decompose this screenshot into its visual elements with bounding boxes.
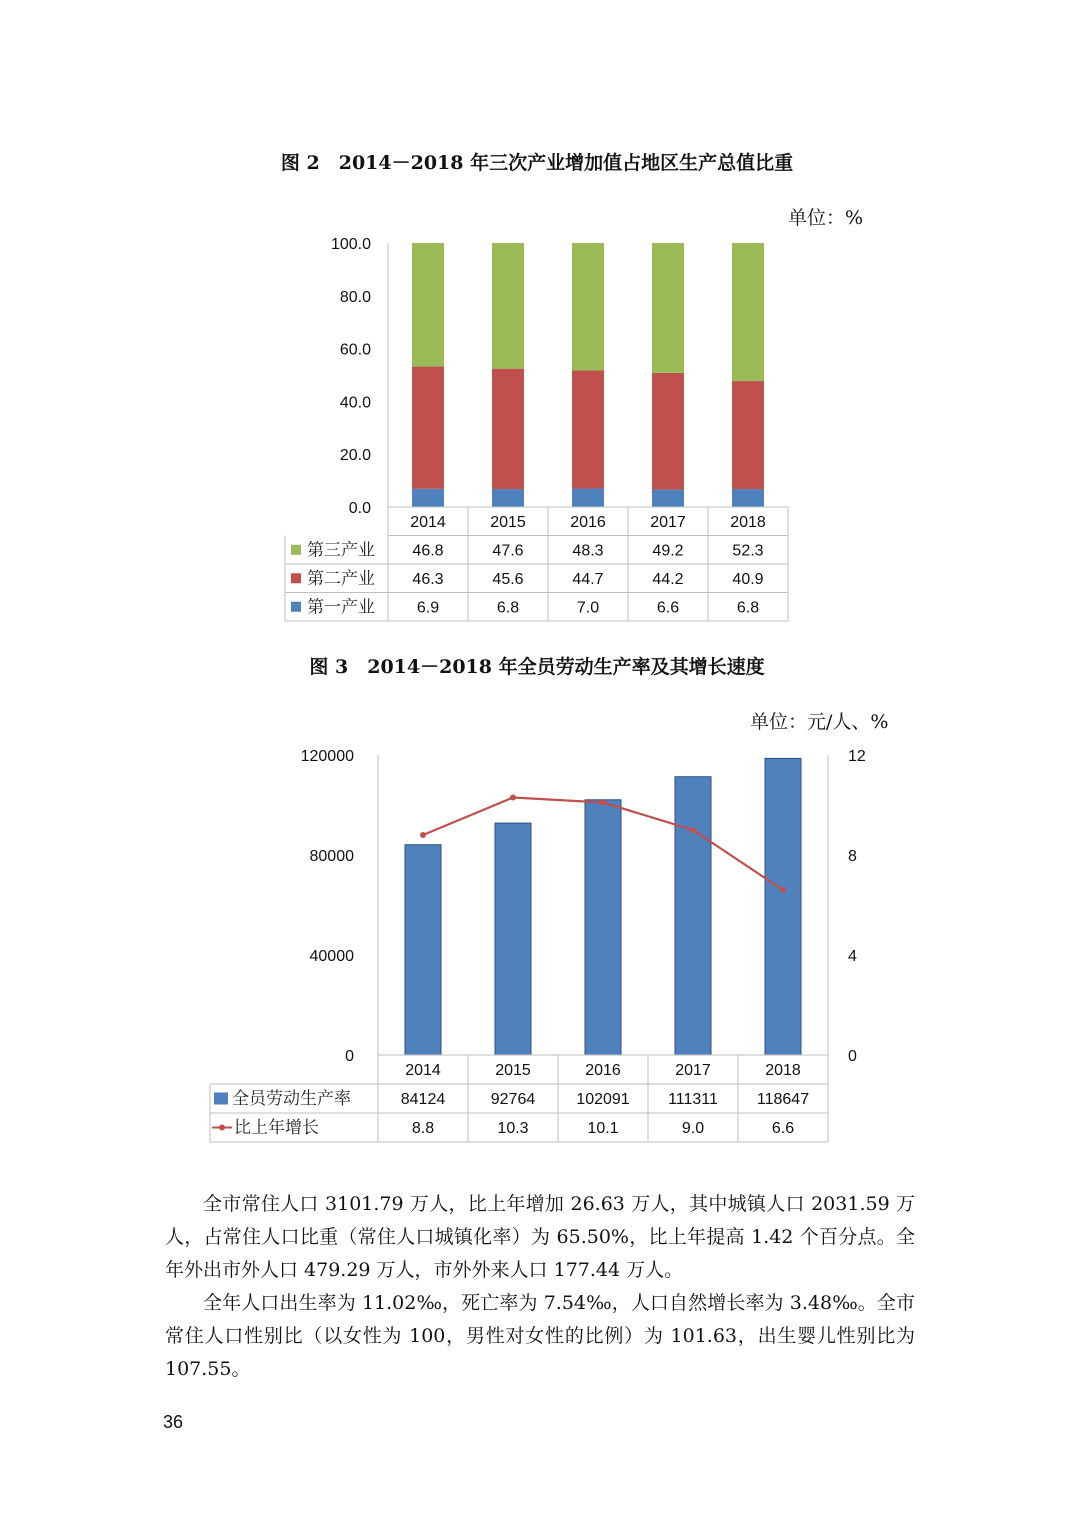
body-text (165, 1188, 915, 1386)
chart2-table-value: 46.3 (412, 571, 444, 588)
chart2-table-value: 46.8 (412, 542, 444, 560)
chart3-table-value: 8.8 (411, 1120, 435, 1137)
chart3-growth-point-2015 (510, 795, 516, 801)
chart2-table-value: 49.2 (652, 542, 684, 560)
chart3-legend-key-marker (219, 1125, 225, 1131)
chart2-legend-label-0: 第一产业 (307, 597, 375, 618)
chart3-legend-label-line: 比上年增长 (234, 1118, 319, 1138)
chart3-bar-2018 (765, 758, 801, 1055)
chart2-legend-label-1: 第二产业 (307, 569, 375, 589)
chart3-table-value: 10.1 (587, 1120, 619, 1137)
chart2-unit-label: 单位：% (788, 207, 864, 229)
chart3-x-tick-label: 2014 (405, 1062, 441, 1079)
chart3-y-left-tick-label: 0 (345, 1048, 354, 1065)
chart3-table-value: 92764 (490, 1091, 536, 1108)
chart2-table-value: 44.7 (572, 571, 604, 588)
chart3-table-value: 6.6 (771, 1120, 795, 1137)
chart3-y-left-tick-label: 40000 (309, 948, 354, 965)
paragraph-birthrate: 全年人口出生率为 11.02‰，死亡率为 7.54‰，人口自然增长率为 3.48‰。全市常住人口性别比（以女性为 100，男性对女性的比例）为 101.63，出生婴儿性别比为 107.55。 (165, 1292, 915, 1380)
chart3-table-value: 102091 (576, 1091, 630, 1108)
chart2-x-tick-label: 2015 (490, 514, 526, 531)
chart2-table-value: 45.6 (492, 571, 524, 588)
chart3-y-left-tick-label: 80000 (309, 848, 354, 865)
chart3-table-value: 118647 (756, 1091, 810, 1108)
chart3-x-tick-label: 2018 (765, 1062, 801, 1079)
chart3-table-value: 84124 (400, 1091, 446, 1108)
chart3-growth-point-2017 (690, 827, 696, 833)
chart2-table-value: 6.8 (496, 599, 520, 617)
chart2-title: 图 2 2014－2018 年三次产业增加值占地区生产总值比重 (280, 152, 794, 174)
chart3-table-value: 10.3 (497, 1120, 529, 1137)
chart3-y-right-tick-label: 0 (848, 1048, 857, 1065)
chart3-x-tick-label: 2017 (675, 1062, 711, 1079)
chart3-x-tick-label: 2016 (585, 1062, 621, 1079)
chart3-y-right-tick-label: 4 (848, 948, 857, 965)
chart2-table-value: 44.2 (652, 571, 684, 588)
chart3-table-value: 9.0 (681, 1120, 705, 1137)
chart2-table-value: 48.3 (572, 542, 604, 560)
chart2-x-tick-label: 2017 (650, 514, 686, 531)
chart3-bar-2015 (495, 823, 531, 1055)
chart2-y-tick-label: 40.0 (339, 394, 371, 412)
chart2-table-value: 40.9 (732, 571, 764, 588)
chart3-bar-2017 (675, 777, 711, 1055)
chart3-x-tick-label: 2015 (495, 1062, 531, 1079)
chart2-y-tick-label: 100.0 (330, 236, 371, 253)
chart2-y-tick-label: 60.0 (339, 341, 371, 359)
chart2-x-tick-label: 2014 (410, 514, 446, 531)
chart2-table-value: 6.6 (656, 599, 680, 617)
chart3-title: 图 3 2014－2018 年全员劳动生产率及其增长速度 (309, 656, 765, 678)
paragraph-population: 全市常住人口 3101.79 万人，比上年增加 26.63 万人，其中城镇人口 2031.59 万人，占常住人口比重（常住人口城镇化率）为 65.50%，比上年提高 1.42 个百分点。全年外出市外人口 479.29 万人，市外外来人口 177.44 万人。 (165, 1193, 915, 1281)
chart2-y-tick-label: 80.0 (339, 288, 371, 306)
chart3-legend-label-bar: 全员劳动生产率 (232, 1089, 351, 1109)
chart3-growth-point-2014 (420, 832, 426, 838)
chart2-x-tick-label: 2018 (730, 514, 766, 531)
chart3-growth-point-2016 (600, 800, 606, 806)
chart3-y-right-tick-label: 12 (848, 748, 866, 765)
chart3-unit-label: 单位：元/人、% (750, 711, 889, 733)
chart3-y-left-tick-label: 120000 (300, 748, 354, 765)
chart2-table-value: 52.3 (732, 542, 764, 560)
page-number: 36 (163, 1412, 184, 1432)
chart3-bar-2014 (405, 845, 441, 1055)
chart2-x-tick-label: 2016 (570, 514, 606, 531)
chart2-legend-label-2: 第三产业 (307, 540, 375, 561)
chart2-table-value: 6.8 (736, 599, 760, 617)
chart2-table-value: 7.0 (576, 599, 600, 617)
chart3-growth-point-2018 (780, 887, 786, 893)
chart2-table-value: 47.6 (492, 542, 524, 560)
chart2-table-value: 6.9 (416, 599, 440, 617)
chart3-y-right-tick-label: 8 (848, 848, 857, 865)
chart2-y-tick-label: 0.0 (348, 500, 371, 517)
chart3-table-value: 111311 (668, 1091, 718, 1108)
chart2-y-tick-label: 20.0 (339, 447, 371, 465)
chart3-legend-key-bar (214, 1093, 228, 1105)
chart3-bar-2016 (585, 800, 621, 1055)
